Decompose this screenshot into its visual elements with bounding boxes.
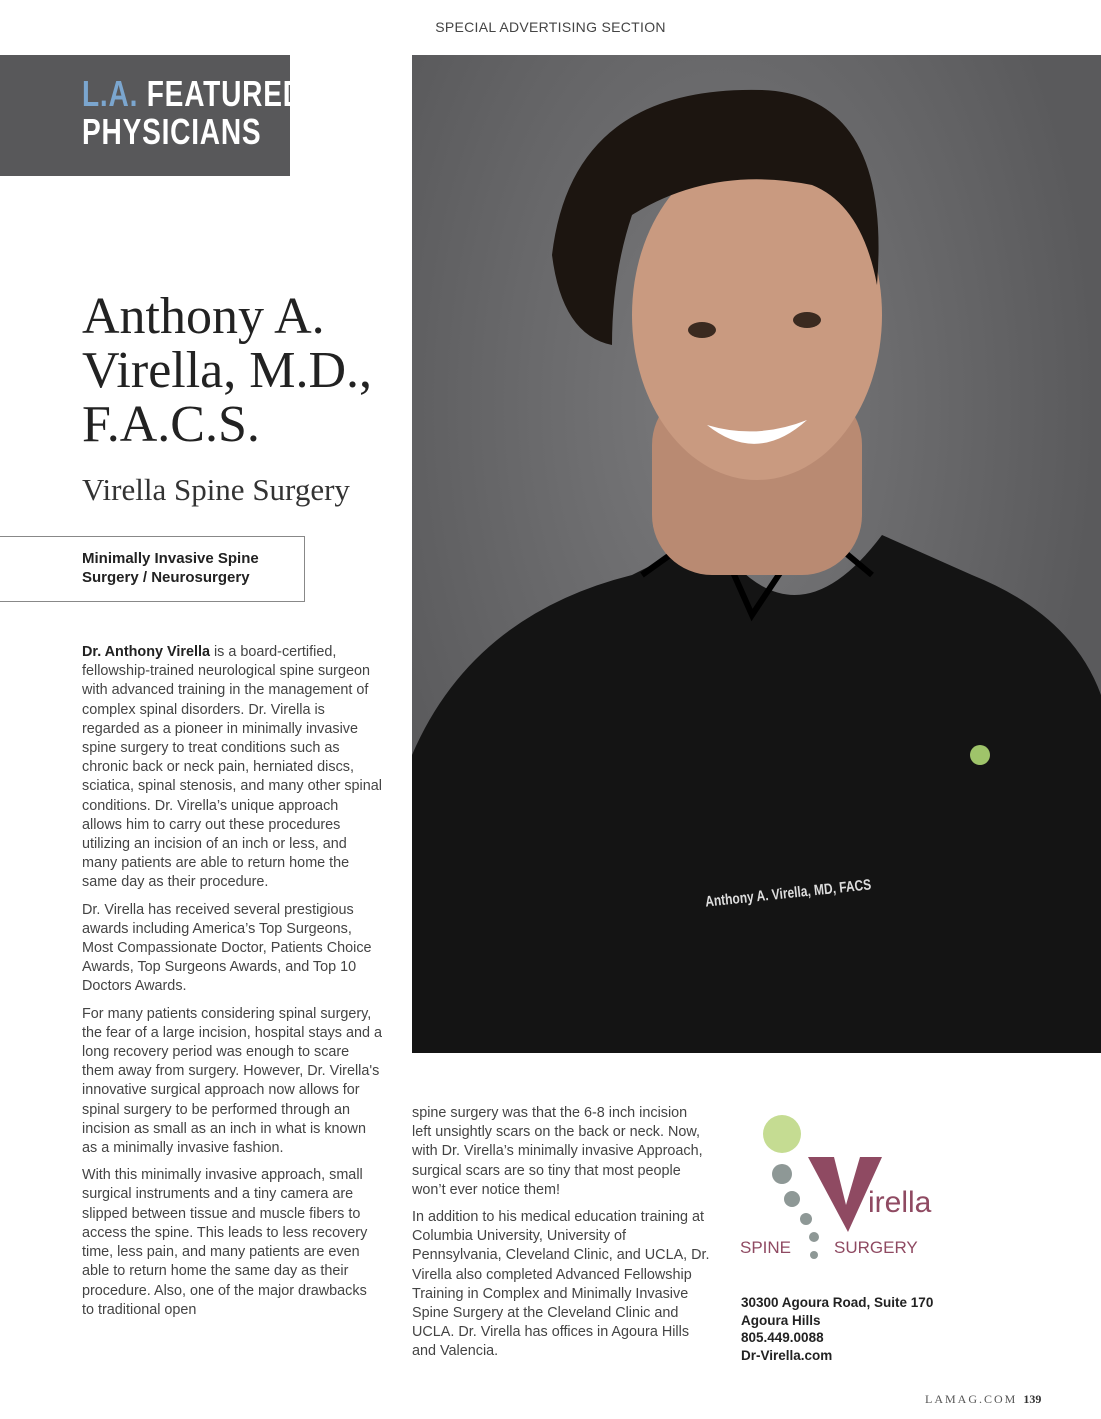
practice-name: Virella Spine Surgery [82, 472, 350, 507]
name-line: F.A.C.S. [82, 396, 260, 453]
featured-physicians-badge [0, 55, 304, 176]
page-number: 139 [1023, 1392, 1042, 1406]
specialty-line: Surgery / Neurosurgery [82, 569, 250, 586]
article-column-1 [82, 643, 382, 1328]
paragraph: For many patients considering spinal surgery, the fear of a large incision, hospital stays and a long recovery period was enough to scare them away from surgery. However, Dr. Virella's innovative surgical approach now allows for spinal surgery to be performed through an incision as small as an inch in what is known as a minimally invasive fashion. [82, 1005, 382, 1157]
section-header: SPECIAL ADVERTISING SECTION [435, 19, 666, 35]
name-line: Anthony A. [82, 288, 325, 345]
badge-la: L.A. [82, 73, 139, 114]
specialty-box [0, 536, 305, 602]
lead-name: Dr. Anthony Virella [82, 644, 210, 660]
logo-irella: irella [868, 1186, 932, 1219]
badge-featured: FEATURED [146, 73, 304, 114]
paragraph [82, 643, 382, 893]
paragraph: Dr. Virella has received several prestigious awards including America’s Top Surgeons, Most Compassionate Doctor, Patients Choice Awards, Top Surgeons Awards, and Top 10 Doctors Awards. [82, 901, 372, 995]
badge-physicians: PHYSICIANS [82, 111, 262, 152]
city: Agoura Hills [741, 1312, 821, 1328]
website-link[interactable]: Dr-Virella.com [741, 1347, 833, 1363]
address: 30300 Agoura Road, Suite 170 [741, 1295, 934, 1310]
phone[interactable]: 805.449.0088 [741, 1330, 824, 1345]
paragraph: With this minimally invasive approach, small surgical instruments and a tiny camera are slipped between tissue and muscle fibers to access the spine. This leads to less recovery time, less pain, and many patients are even able to return home the same day as their procedure. Also, one of the major drawbacks to traditional open [82, 1167, 368, 1318]
page-folio [925, 1392, 1041, 1407]
name-line: Virella, M.D., [82, 342, 373, 399]
specialty-line: Minimally Invasive Spine [82, 550, 259, 567]
logo-graphic [740, 1115, 940, 1265]
shirt-embroidery: Anthony A. Virella, MD, FACS [704, 876, 872, 911]
logo-surgery: SURGERY [834, 1238, 918, 1257]
physician-photo [412, 55, 1101, 1053]
logo-spine: SPINE [740, 1238, 792, 1257]
folio-site: LAMAG.COM [925, 1392, 1018, 1406]
contact-info [741, 1294, 933, 1364]
paragraph: In addition to his medical education training at Columbia University, University of Pennsylvania, Cleveland Clinic, and UCLA, Dr. Virella also completed Advanced Fellowship Training in Complex and Minimally Invasive Spine Surgery at the Cleveland Clinic and UCLA. Dr. Virella has offices in Agoura Hills and Valencia. [412, 1209, 710, 1360]
article-column-2 [412, 1104, 710, 1370]
physician-name [82, 290, 402, 452]
paragraph: spine surgery was that the 6-8 inch incision left unsightly scars on the back or neck. Now, with Dr. Virella’s minimally invasive Approach, surgical scars are so tiny that most people won’t ever notice them! [412, 1105, 703, 1198]
virella-spine-surgery-logo [740, 1115, 940, 1265]
paragraph-text: is a board-certified, fellowship-trained neurological spine surgeon with advanced training in the management of complex spinal disorders. Dr. Virella is regarded as a pioneer in minimally invasive spine surgery to treat conditions such as chronic back or neck pain, herniated discs, sciatica, spinal stenosis, and many other spinal conditions. Dr. Virella’s unique approach allows him to carry out these procedures utilizing an incision of an inch or less, and many patients are able to return home the same day as their procedure. [82, 644, 382, 891]
